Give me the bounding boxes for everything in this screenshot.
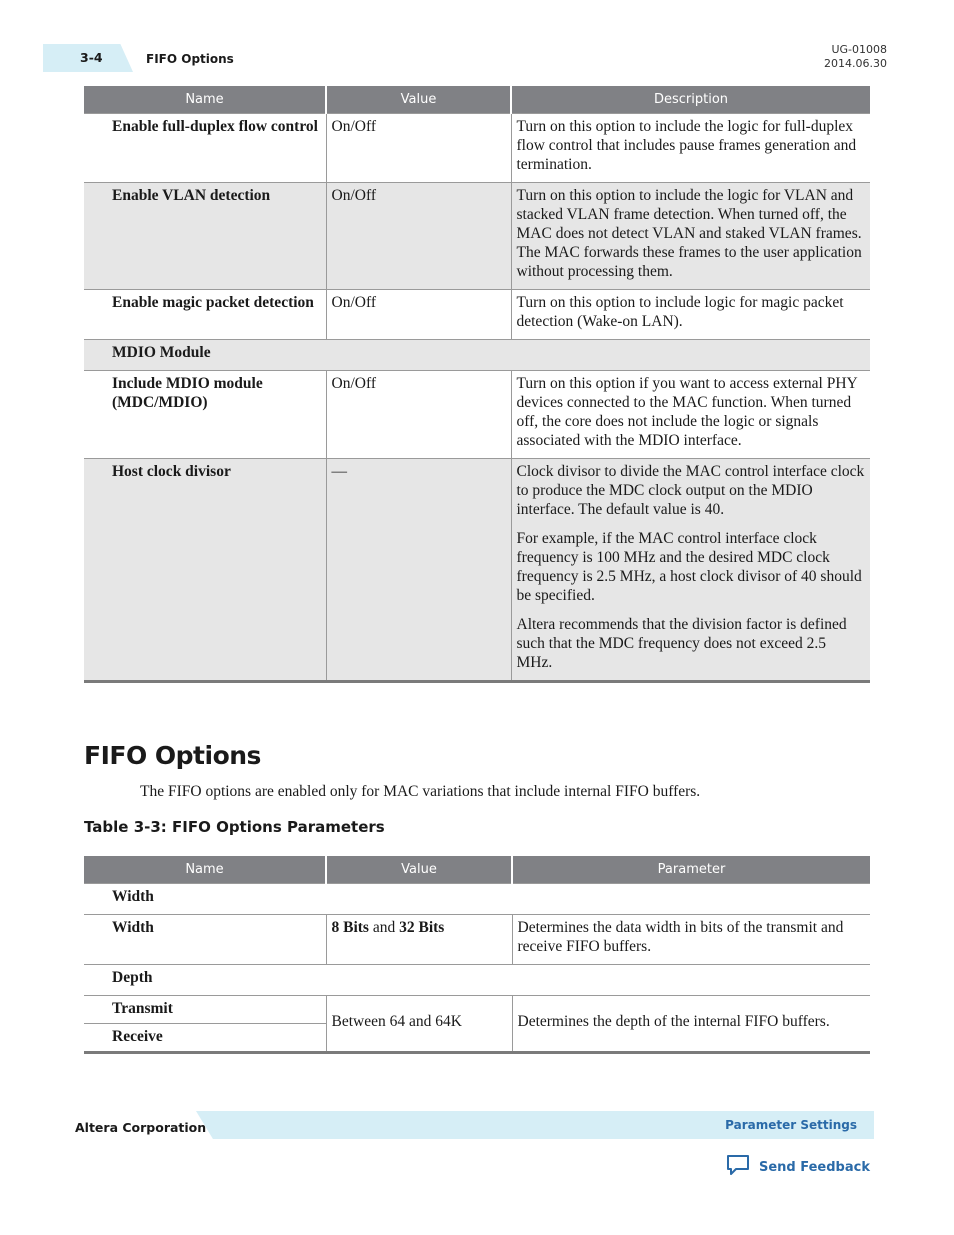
table-row [84,114,870,183]
description-paragraph: For example, if the MAC control interface clock frequency is 100 MHz and the desired MDC clock frequency is 2.5 MHz, a host clock divisor of 40 should be specified. [516,530,862,604]
param-value [326,915,512,965]
description-paragraph: Turn on this option to include the logic for VLAN and stacked VLAN frame detection. When turned off, the MAC does not detect VLAN and staked VLAN frames. The MAC forwards these frames to the user application without processing them. [516,187,862,280]
send-feedback-label: Send Feedback [759,1159,870,1175]
table-header-row [84,856,870,884]
table-caption: Table 3-3: FIFO Options Parameters [84,818,385,836]
footer-chapter-link[interactable]: Parameter Settings [725,1118,857,1132]
param-name: Enable magic packet detection [84,290,326,340]
param-value: On/Off [326,290,511,340]
group-row [84,965,870,996]
group-label: Depth [84,965,870,996]
param-name: Transmit [84,996,326,1024]
column-header-parameter: Parameter [512,856,870,884]
column-header-description: Description [511,86,870,114]
description-paragraph: Altera recommends that the division factor is defined such that the MDC frequency does not exceed 2.5 MHz. [516,616,847,671]
param-description [511,459,870,682]
section-intro: The FIFO options are enabled only for MAC variations that include internal FIFO buffers. [140,783,701,800]
footer-corporation: Altera Corporation [75,1120,207,1135]
group-row [84,340,870,371]
value-connector: and [368,919,400,936]
document-id-block [824,43,887,71]
table-row [84,459,870,682]
page-number: 3-4 [80,50,103,65]
description-paragraph: Clock divisor to divide the MAC control interface clock to produce the MDC clock output on the MDIO interface. The default value is 40. [516,463,865,518]
param-description [511,183,870,290]
description-paragraph: Turn on this option to include logic for magic packet detection (Wake-on LAN). [516,294,844,330]
param-value: On/Off [326,371,511,459]
param-name: Enable full-duplex flow control [84,114,326,183]
send-feedback-link[interactable] [726,1154,870,1180]
param-description [511,290,870,340]
param-name: Enable VLAN detection [84,183,326,290]
group-label: MDIO Module [84,340,870,371]
param-description [511,114,870,183]
table-row [84,183,870,290]
value-option-b: 32 Bits [399,919,445,936]
column-header-name: Name [84,86,326,114]
param-value: On/Off [326,183,511,290]
table-row [84,290,870,340]
param-value: — [326,459,511,682]
param-name: Receive [84,1024,326,1053]
description-paragraph: Turn on this option to include the logic for full-duplex flow control that includes pause frames generation and termination. [516,118,857,173]
speech-bubble-icon [726,1154,750,1180]
param-description: Determines the depth of the internal FIFO buffers. [512,996,870,1053]
table-row [84,915,870,965]
column-header-name: Name [84,856,326,884]
column-header-value: Value [326,86,511,114]
table-header-row [84,86,870,114]
value-option-a: 8 Bits [331,919,369,936]
fifo-options-table [84,856,870,1054]
param-description: Determines the data width in bits of the transmit and receive FIFO buffers. [512,915,870,965]
group-row [84,884,870,915]
param-description [511,371,870,459]
description-paragraph: Turn on this option if you want to access external PHY devices connected to the MAC function. When turned off, the core does not include the logic or signals associated with the MDIO interface. [516,375,858,449]
group-label: Width [84,884,870,915]
table-row [84,371,870,459]
document-id: UG-01008 [831,43,887,56]
running-section-title: FIFO Options [146,52,234,66]
table-row [84,996,870,1024]
mac-options-table [84,86,870,683]
param-name: Width [84,915,326,965]
param-name: Host clock divisor [84,459,326,682]
section-heading: FIFO Options [84,741,261,770]
column-header-value: Value [326,856,512,884]
param-value: Between 64 and 64K [326,996,512,1053]
document-date: 2014.06.30 [824,57,887,70]
param-name: Include MDIO module (MDC/MDIO) [84,371,326,459]
param-value: On/Off [326,114,511,183]
